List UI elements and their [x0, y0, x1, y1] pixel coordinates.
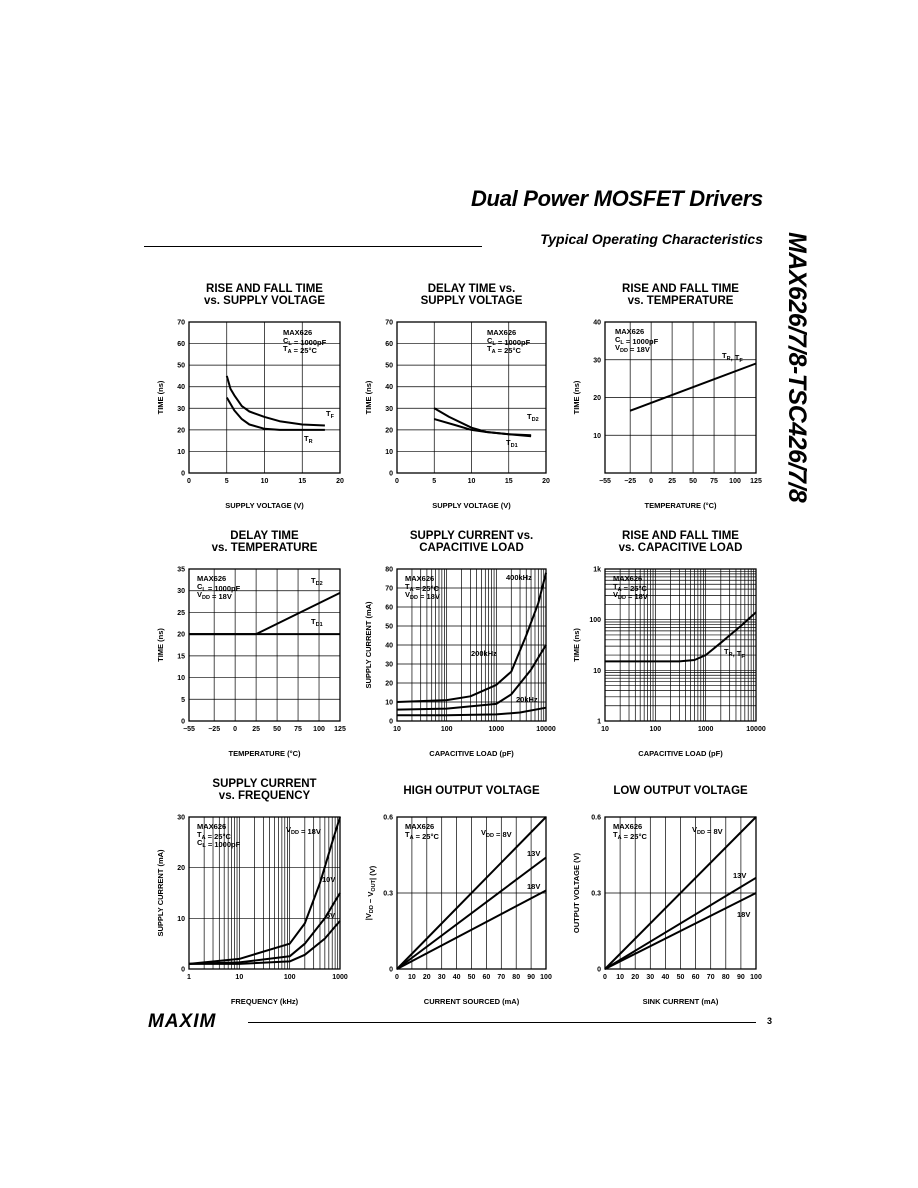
- chart-note: MAX626: [405, 822, 435, 831]
- x-tick-label: 20: [336, 478, 344, 485]
- x-tick-label: 90: [527, 974, 535, 981]
- x-tick-label: 100: [649, 726, 662, 733]
- y-tick-label: 50: [385, 623, 393, 631]
- y-tick-label: 70: [385, 585, 393, 593]
- x-tick-label: 100: [313, 726, 325, 733]
- x-tick-label: 10: [616, 974, 624, 981]
- y-tick-label: 50: [385, 362, 393, 370]
- y-axis-label: SUPPLY CURRENT (mA): [364, 601, 373, 689]
- chart-title: RISE AND FALL TIME: [206, 283, 323, 295]
- y-tick-label: 20: [593, 395, 601, 402]
- x-tick-label: 10: [260, 478, 269, 485]
- chart-note: $T_A = 25^\circ C$: [487, 344, 521, 355]
- series-label: 10V: [322, 875, 336, 884]
- series-label: $V_{DD} = 8V$: [692, 825, 723, 836]
- x-tick-label: 100: [729, 478, 741, 485]
- chart-title: DELAY TIME: [230, 530, 299, 542]
- x-tick-label: 1000: [332, 974, 348, 981]
- section-title: Typical Operating Characteristics: [540, 231, 763, 247]
- x-tick-label: 125: [334, 726, 346, 733]
- x-tick-label: 100: [540, 974, 552, 981]
- chart-title: SUPPLY VOLTAGE: [420, 295, 523, 307]
- y-tick-label: 40: [385, 642, 393, 650]
- y-axis-label: TIME (ns): [156, 380, 165, 415]
- chart-note: MAX626: [615, 327, 645, 336]
- x-tick-label: 30: [646, 974, 655, 981]
- chart-note: $T_A = 25^\circ C$: [613, 582, 647, 593]
- y-tick-label: 1: [597, 718, 601, 726]
- y-tick-label: 0.3: [383, 890, 393, 898]
- chart-note: $C_L = 1000pF$: [197, 582, 241, 593]
- x-tick-label: 75: [294, 726, 302, 733]
- y-tick-label: 25: [177, 609, 185, 617]
- y-tick-label: 0.3: [591, 890, 601, 898]
- chart-note: MAX626: [197, 822, 227, 831]
- y-tick-label: 10: [385, 448, 393, 456]
- maxim-logo: MAXIM: [148, 1011, 217, 1032]
- x-axis-label: CAPACITIVE LOAD (pF): [429, 749, 514, 758]
- chart-title: HIGH OUTPUT VOLTAGE: [403, 785, 540, 797]
- x-tick-label: 60: [691, 974, 700, 981]
- x-tick-label: 0: [649, 478, 654, 485]
- series-label: 18V: [527, 882, 541, 891]
- chart-note: $T_A = 25^\circ C$: [405, 582, 439, 593]
- x-tick-label: 5: [224, 478, 229, 485]
- y-tick-label: 20: [385, 427, 393, 435]
- chart-title: CAPACITIVE LOAD: [419, 542, 524, 554]
- series-label: $T_{D1}$: [311, 617, 323, 628]
- x-axis-label: SINK CURRENT (mA): [642, 997, 719, 1006]
- y-tick-label: 30: [177, 588, 185, 596]
- x-tick-label: 10: [408, 974, 416, 981]
- x-tick-label: −55: [183, 726, 195, 733]
- x-tick-label: 0: [395, 478, 399, 485]
- y-tick-label: 0.6: [383, 814, 393, 822]
- series-label: 200kHz: [471, 649, 497, 658]
- chart-note: MAX626: [405, 574, 435, 583]
- series-label: 400kHz: [506, 573, 532, 582]
- x-tick-label: 70: [497, 974, 506, 981]
- x-tick-label: −25: [208, 726, 221, 733]
- chart-title: vs. SUPPLY VOLTAGE: [203, 295, 326, 307]
- y-tick-label: 30: [177, 814, 185, 822]
- y-tick-label: 10: [593, 667, 601, 675]
- chart-2: [364, 283, 550, 510]
- y-tick-label: 60: [385, 341, 393, 349]
- y-tick-label: 70: [385, 319, 393, 327]
- chart-title: SUPPLY CURRENT: [212, 778, 317, 790]
- y-tick-label: 0: [389, 718, 393, 726]
- series-label: 13V: [733, 871, 747, 880]
- y-tick-label: 10: [593, 432, 601, 440]
- chart-title: DELAY TIME vs.: [427, 283, 516, 295]
- chart-title: vs. FREQUENCY: [218, 790, 311, 802]
- chart-title: vs. TEMPERATURE: [627, 295, 734, 307]
- chart-note: $C_L = 1000pF$: [615, 335, 659, 346]
- chart-5: [364, 530, 556, 758]
- x-tick-label: 25: [668, 478, 677, 485]
- x-tick-label: 20: [631, 974, 640, 981]
- x-axis-label: SUPPLY VOLTAGE (V): [432, 501, 511, 510]
- chart-4: [156, 530, 346, 758]
- chart-note: MAX626: [197, 574, 227, 583]
- y-tick-label: 10: [177, 448, 185, 456]
- x-tick-label: 20: [542, 478, 550, 485]
- x-tick-label: 50: [676, 974, 685, 981]
- page-title: Dual Power MOSFET Drivers: [470, 186, 763, 211]
- series-label: $T_{D1}$: [506, 438, 518, 449]
- x-tick-label: 1000: [697, 726, 714, 733]
- y-tick-label: 10: [177, 915, 185, 923]
- x-axis-label: SUPPLY VOLTAGE (V): [225, 501, 304, 510]
- x-tick-label: 0: [187, 478, 191, 485]
- chart-note: $V_{DD} = 18V$: [197, 590, 232, 601]
- x-tick-label: 50: [467, 974, 476, 981]
- x-tick-label: 1000: [488, 726, 505, 733]
- page-number: 3: [766, 1016, 772, 1026]
- y-tick-label: 30: [385, 405, 393, 413]
- y-tick-label: 10: [177, 675, 185, 683]
- series-label: $V_{DD} = 8V$: [481, 828, 512, 839]
- chart-note: MAX626: [613, 574, 643, 583]
- y-axis-label: OUTPUT VOLTAGE (V): [572, 852, 581, 934]
- series-label: $T_R$: [304, 434, 313, 445]
- chart-title: RISE AND FALL TIME: [622, 283, 739, 295]
- y-tick-label: 20: [385, 680, 393, 688]
- y-tick-label: 60: [177, 341, 185, 349]
- chart-note: $V_{DD} = 18V$: [405, 590, 440, 601]
- x-tick-label: 125: [750, 478, 762, 485]
- chart-note: $V_{DD} = 18V$: [613, 590, 648, 601]
- y-tick-label: 30: [593, 357, 601, 365]
- y-tick-label: 50: [177, 362, 185, 370]
- series-label: $T_{D2}$: [527, 412, 539, 423]
- y-tick-label: 100: [589, 617, 601, 625]
- y-tick-label: 40: [177, 384, 185, 392]
- chart-title: vs. CAPACITIVE LOAD: [618, 542, 743, 554]
- x-tick-label: −55: [599, 478, 611, 485]
- x-tick-label: 75: [710, 478, 718, 485]
- x-tick-label: 10: [601, 726, 609, 733]
- chart-9: [572, 785, 762, 1006]
- chart-8: [364, 785, 552, 1006]
- x-tick-label: 0: [233, 726, 238, 733]
- y-tick-label: 0: [181, 966, 185, 974]
- y-axis-label: TIME (ns): [572, 380, 581, 415]
- chart-note: $T_A = 25^\circ C$: [613, 830, 647, 841]
- y-axis-label: TIME (ns): [364, 380, 373, 415]
- x-tick-label: 90: [737, 974, 745, 981]
- series-label: $T_R$, $T_F$: [724, 647, 745, 660]
- y-tick-label: 40: [385, 384, 393, 392]
- y-tick-label: 70: [177, 319, 185, 327]
- chart-1: [156, 283, 344, 510]
- y-tick-label: 0: [389, 966, 393, 974]
- x-tick-label: 5: [432, 478, 437, 485]
- series-label: 20kHz: [516, 695, 538, 704]
- y-tick-label: 15: [177, 653, 185, 661]
- y-axis-label: TIME (ns): [572, 628, 581, 662]
- y-tick-label: 60: [385, 604, 393, 612]
- x-tick-label: 80: [721, 974, 730, 981]
- x-tick-label: 10: [235, 974, 244, 981]
- chart-title: RISE AND FALL TIME: [622, 530, 739, 542]
- x-tick-label: 0: [603, 974, 607, 981]
- x-tick-label: 1: [187, 974, 191, 981]
- chart-note: MAX626: [487, 328, 517, 337]
- x-tick-label: 60: [482, 974, 491, 981]
- chart-note: $C_L = 1000pF$: [197, 838, 241, 849]
- y-tick-label: 0: [181, 470, 185, 478]
- chart-note: $T_A = 25^\circ C$: [197, 830, 231, 841]
- x-tick-label: 10: [467, 478, 476, 485]
- y-tick-label: 0: [597, 966, 601, 974]
- x-tick-label: 40: [661, 974, 670, 981]
- y-tick-label: 20: [177, 865, 185, 873]
- x-tick-label: 25: [252, 726, 261, 733]
- x-tick-label: 0: [395, 974, 399, 981]
- chart-note: MAX626: [613, 822, 643, 831]
- x-tick-label: 70: [706, 974, 715, 981]
- y-tick-label: 0: [181, 718, 185, 726]
- y-axis-label: SUPPLY CURRENT (mA): [156, 849, 165, 937]
- side-part-number: MAX626/7/8-TSC426/7/8: [783, 232, 811, 503]
- footer-rule: [248, 1022, 756, 1023]
- series-label: $T_{D2}$: [311, 576, 323, 587]
- series-label: 5V: [326, 911, 336, 920]
- x-tick-label: 50: [689, 478, 697, 485]
- y-tick-label: 0: [389, 470, 393, 478]
- x-axis-label: CAPACITIVE LOAD (pF): [638, 749, 723, 758]
- x-tick-label: 40: [452, 974, 461, 981]
- x-tick-label: 10000: [746, 726, 766, 733]
- x-tick-label: 15: [504, 478, 513, 485]
- chart-title: SUPPLY CURRENT vs.: [409, 530, 534, 542]
- x-axis-label: CURRENT SOURCED (mA): [423, 997, 520, 1006]
- y-axis-label: $|V_{DD} - V_{OUT}|$ (V): [364, 865, 377, 921]
- x-axis-label: TEMPERATURE (°C): [228, 749, 301, 758]
- x-tick-label: 80: [512, 974, 521, 981]
- chart-6: [572, 530, 766, 758]
- x-tick-label: −25: [624, 478, 637, 485]
- x-tick-label: 100: [283, 974, 296, 981]
- y-tick-label: 20: [177, 427, 185, 435]
- chart-note: $T_A = 25^\circ C$: [283, 344, 317, 355]
- chart-3: [572, 283, 762, 510]
- series-label: 18V: [737, 910, 751, 919]
- x-tick-label: 10000: [536, 726, 556, 733]
- y-tick-label: 30: [177, 405, 185, 413]
- y-tick-label: 20: [177, 631, 185, 639]
- x-axis-label: FREQUENCY (kHz): [230, 997, 299, 1006]
- chart-note: $T_A = 25^\circ C$: [405, 830, 439, 841]
- x-tick-label: 15: [298, 478, 307, 485]
- chart-note: $C_L = 1000pF$: [283, 336, 327, 347]
- x-tick-label: 20: [422, 974, 431, 981]
- chart-7: [156, 778, 348, 1006]
- y-tick-label: 40: [593, 319, 601, 327]
- series-label: $V_{DD} = 18V$: [286, 825, 321, 836]
- series-line: [189, 893, 340, 964]
- chart-note: $V_{DD} = 18V$: [615, 343, 650, 354]
- chart-title: vs. TEMPERATURE: [211, 542, 318, 554]
- chart-title: LOW OUTPUT VOLTAGE: [613, 785, 748, 797]
- series-label: 13V: [527, 849, 541, 858]
- x-tick-label: 100: [750, 974, 762, 981]
- y-tick-label: 30: [385, 661, 393, 669]
- x-tick-label: 10: [393, 726, 401, 733]
- y-tick-label: 80: [385, 566, 393, 574]
- y-tick-label: 35: [177, 566, 185, 574]
- x-tick-label: 30: [437, 974, 446, 981]
- x-tick-label: 100: [440, 726, 453, 733]
- chart-note: $C_L = 1000pF$: [487, 336, 531, 347]
- series-label: $T_R$, $T_F$: [722, 351, 743, 364]
- y-tick-label: 0.6: [591, 814, 601, 822]
- y-tick-label: 1k: [593, 566, 601, 574]
- x-axis-label: TEMPERATURE (°C): [644, 501, 717, 510]
- chart-note: MAX626: [283, 328, 313, 337]
- y-axis-label: TIME (ns): [156, 628, 165, 662]
- x-tick-label: 50: [273, 726, 281, 733]
- series-label: $T_F$: [326, 409, 334, 420]
- y-tick-label: 10: [385, 699, 393, 707]
- y-tick-label: 5: [181, 696, 185, 704]
